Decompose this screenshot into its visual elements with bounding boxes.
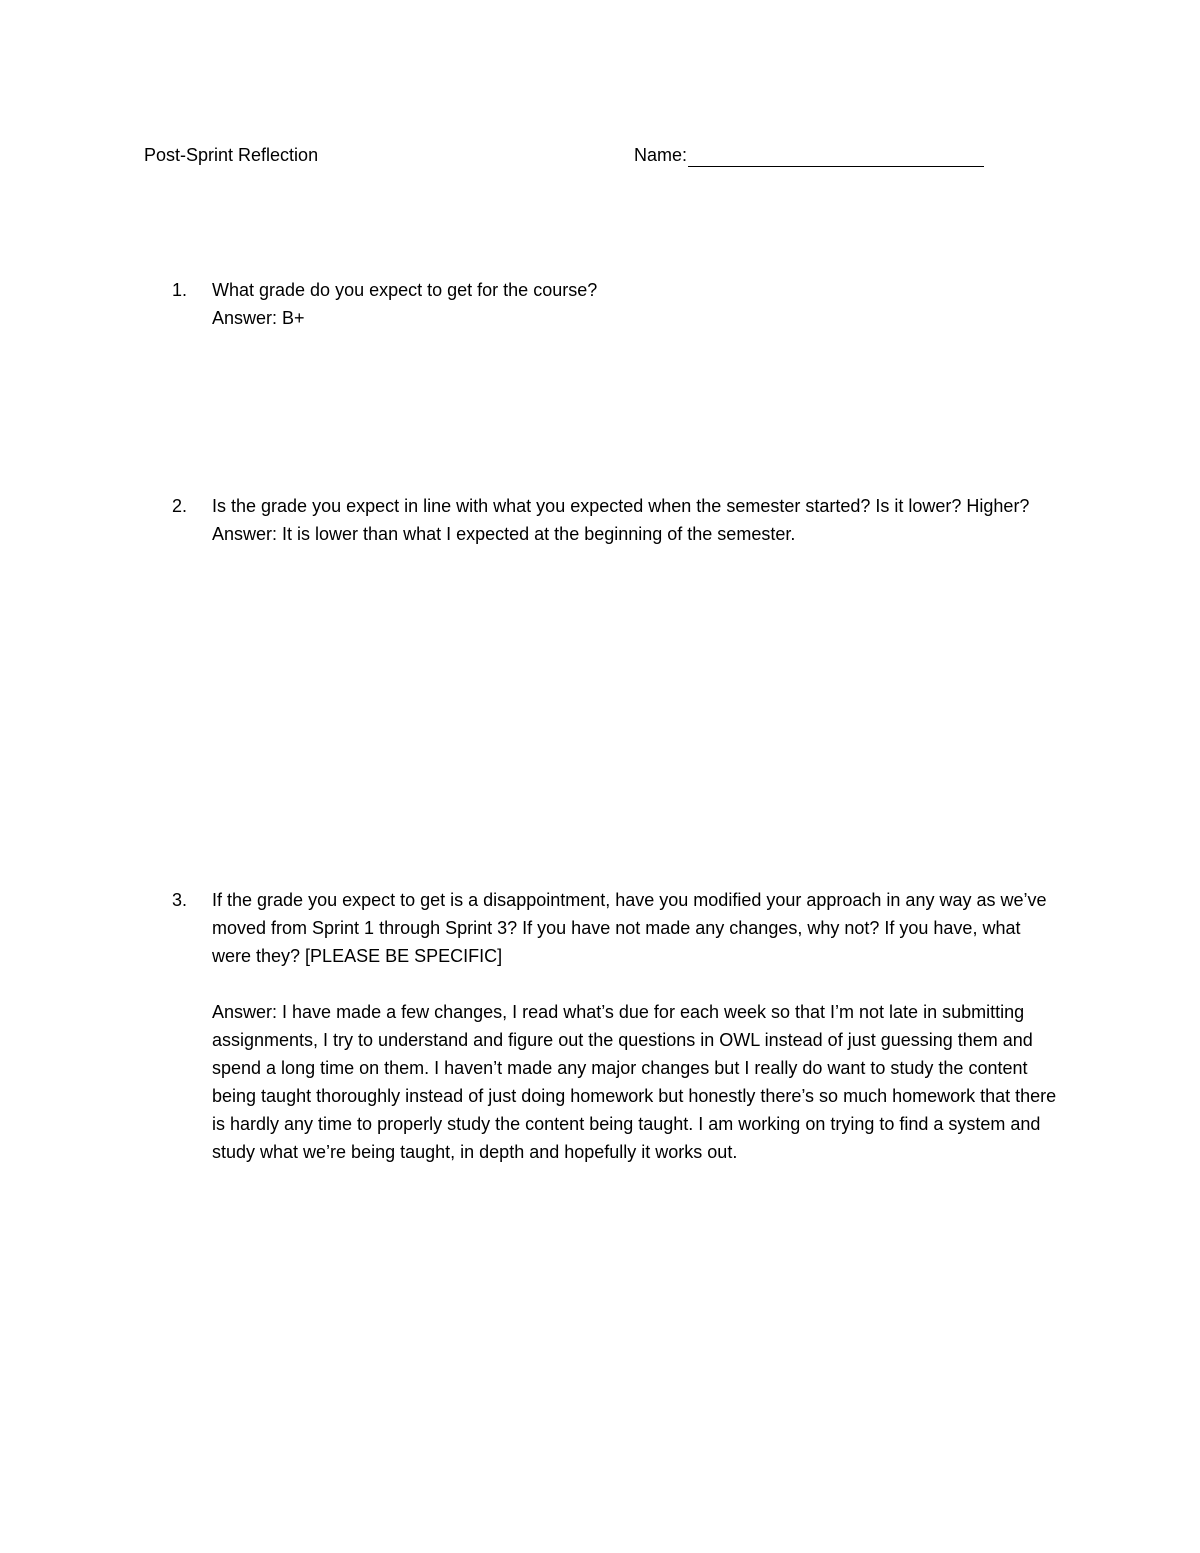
answer-text: B+ [282,308,305,328]
question-text: Is the grade you expect in line with what you expected when the semester started? Is it lower? Higher? [212,496,1030,516]
answer-label: Answer: [212,1002,283,1022]
name-label: Name: [634,145,688,165]
answer-text: I have made a few changes, I read what’s due for each week so that I’m not late in submitting assignments, I try to understand and figure out the questions in OWL instead of just guessing them and spend a long time on them. I haven’t made any major changes but I really do want to study the content being taught thoroughly instead of just doing homework but honestly there’s so much homework that there is hardly any time to properly study the content being taught. I am working on trying to find a system and study what we’re being taught, in depth and hopefully it works out. [212,1002,1057,1162]
question-text: What grade do you expect to get for the course? [212,280,598,300]
question-number: 2. [172,496,188,516]
question-2 [172,492,1072,548]
answer [212,304,1072,332]
name-field [634,143,984,167]
question-number: 3. [172,890,188,910]
answer-label: Answer: [212,308,283,328]
answer-label: Answer: [212,524,283,544]
name-blank-line [688,148,984,167]
question-text: If the grade you expect to get is a disappointment, have you modified your approach in any way as we’ve moved from Sprint 1 through Sprint 3? If you have not made any changes, why not? If you have, what were they? [PLEASE BE SPECIFIC] [212,890,1047,966]
paragraph-gap [212,970,1062,998]
question-1 [172,276,1072,332]
question-3 [172,886,1062,1166]
document-title: Post-Sprint Reflection [144,145,319,165]
answer [212,520,1072,548]
question-number: 1. [172,280,188,300]
answer [212,998,1062,1166]
answer-text: It is lower than what I expected at the beginning of the semester. [282,524,796,544]
